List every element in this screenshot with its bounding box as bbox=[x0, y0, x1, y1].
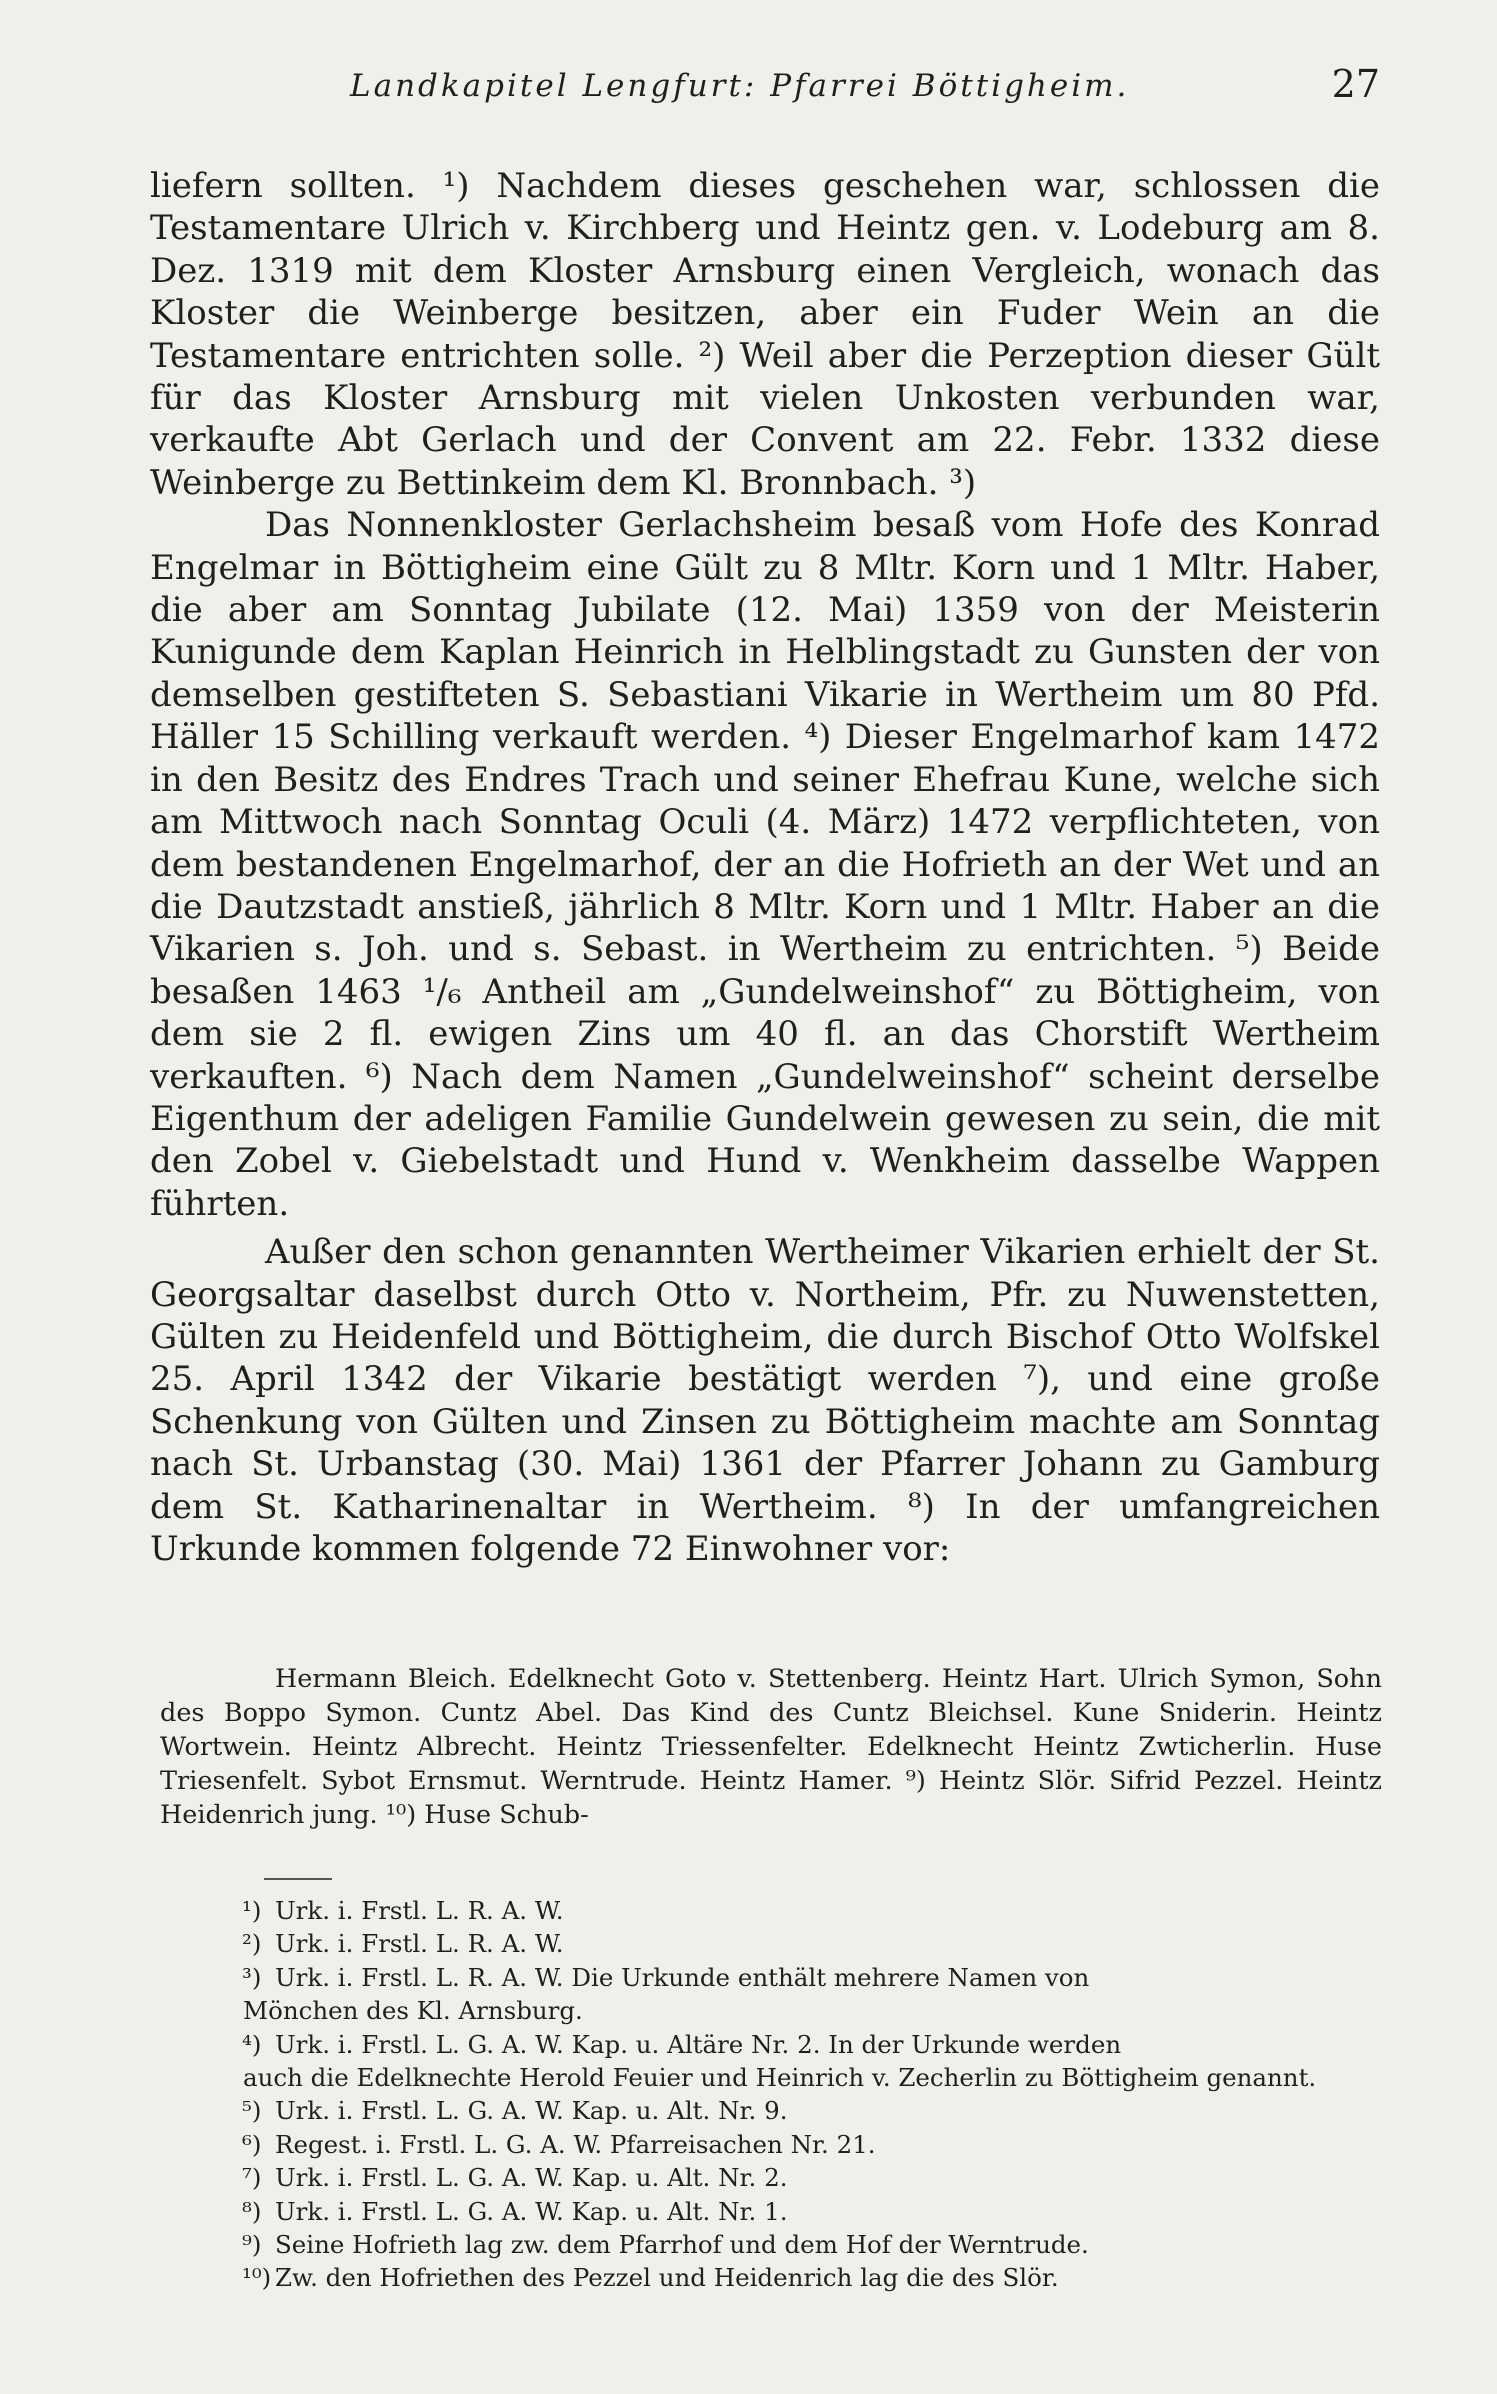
footnote-mark: ⁴) bbox=[242, 2029, 262, 2059]
footnote-mark: ¹) bbox=[242, 1896, 262, 1925]
footnote-text: auch die Edelknechte Herold Feuier und Heinrich v. Zecherlin zu Böttigheim genannt. bbox=[243, 2063, 1317, 2093]
footnote-mark: ¹⁰) bbox=[242, 2263, 272, 2293]
footnote-mark: ³) bbox=[242, 1962, 262, 1992]
footnote-text: Zw. den Hofriethen des Pezzel und Heidenrich lag die des Slör. bbox=[275, 2263, 1059, 2293]
paragraph-1: liefern sollten. ¹) Nachdem dieses geschehen war, schlossen die Testamentare Ulrich v. Kirchberg und Heintz gen. v. Lodeburg am 8. Dez. 1319 mit dem Kloster Arnsburg einen Vergleich, wonach das Kloster die Weinberge besitzen, aber ein Fuder Wein an die Testamentare entrichten solle. ²) Weil aber die Perzeption dieser Gült für das Kloster Arnsburg mit vielen Unkosten verbunden war, verkaufte Abt Gerlach und der Convent am 22. Febr. 1332 diese Weinberge zu Bettinkeim dem Kl. Bronnbach. ³) bbox=[150, 166, 1380, 503]
footnote-text: Urk. i. Frstl. L. G. A. W. Kap. u. Alt. Nr. 2. bbox=[275, 2163, 788, 2193]
footnote-text: Seine Hofrieth lag zw. dem Pfarrhof und dem Hof der Werntrude. bbox=[275, 2230, 1089, 2260]
page-number: 27 bbox=[1331, 62, 1380, 106]
footnote-1 bbox=[160, 1894, 1392, 1927]
footnote-divider bbox=[264, 1878, 332, 1880]
footnote-7 bbox=[160, 2161, 1392, 2194]
footnotes bbox=[160, 1894, 1392, 2295]
body-text bbox=[150, 165, 1380, 1570]
resident-list: Hermann Bleich. Edelknecht Goto v. Stettenberg. Heintz Hart. Ulrich Symon, Sohn des Boppo Symon. Cuntz Abel. Das Kind des Cuntz Bleichsel. Kune Sniderin. Heintz Wortwein. Heintz Albrecht. Heintz Triessenfelter. Edelknecht Heintz Zwticherlin. Huse Triesenfelt. Sybot Ernsmut. Werntrude. Heintz Hamer. ⁹) Heintz Slör. Sifrid Pezzel. Heintz Heidenrich jung. ¹⁰) Huse Schub- bbox=[160, 1664, 1382, 1830]
paragraph-3: Außer den schon genannten Wertheimer Vikarien erhielt der St. Georgsaltar daselbst durch Otto v. Northeim, Pfr. zu Nuwenstetten, Gülten zu Heidenfeld und Böttigheim, die durch Bischof Otto Wolfskel 25. April 1342 der Vikarie bestätigt werden ⁷), und eine große Schenkung von Gülten und Zinsen zu Böttigheim machte am Sonntag nach St. Urbanstag (30. Mai) 1361 der Pfarrer Johann zu Gamburg dem St. Katharinenaltar in Wertheim. ⁸) In der umfangreichen Urkunde kommen folgende 72 Einwohner vor: bbox=[150, 1232, 1380, 1569]
footnote-mark: ⁹) bbox=[242, 2230, 262, 2260]
footnote-4-continuation bbox=[160, 2061, 1392, 2094]
running-title: Landkapitel Lengfurt: Pfarrei Böttigheim. bbox=[350, 68, 1130, 104]
footnote-9 bbox=[160, 2228, 1392, 2261]
footnote-4 bbox=[160, 2028, 1392, 2061]
footnote-2 bbox=[160, 1927, 1392, 1960]
footnote-text: Urk. i. Frstl. L. G. A. W. Kap. u. Alt. Nr. 1. bbox=[275, 2196, 788, 2226]
footnote-mark: ⁵) bbox=[242, 2096, 262, 2126]
footnote-3 bbox=[160, 1961, 1392, 1994]
footnote-mark: ⁸) bbox=[242, 2196, 262, 2226]
footnote-text: Urk. i. Frstl. L. G. A. W. Kap. u. Alt. Nr. 9. bbox=[275, 2096, 788, 2126]
footnote-text: Regest. i. Frstl. L. G. A. W. Pfarreisachen Nr. 21. bbox=[275, 2129, 876, 2159]
footnote-8 bbox=[160, 2195, 1392, 2228]
footnote-10 bbox=[160, 2261, 1392, 2294]
footnote-text: Mönchen des Kl. Arnsburg. bbox=[243, 1996, 583, 2026]
footnote-3-continuation bbox=[160, 1994, 1392, 2027]
footnote-text: Urk. i. Frstl. L. G. A. W. Kap. u. Altäre Nr. 2. In der Urkunde werden bbox=[275, 2029, 1122, 2059]
paragraph-2: Das Nonnenkloster Gerlachsheim besaß vom Hofe des Konrad Engelmar in Böttigheim eine Gült zu 8 Mltr. Korn und 1 Mltr. Haber, die aber am Sonntag Jubilate (12. Mai) 1359 von der Meisterin Kunigunde dem Kaplan Heinrich in Helblingstadt zu Gunsten der von demselben gestifteten S. Sebastiani Vikarie in Wertheim um 80 Pfd. Häller 15 Schilling verkauft werden. ⁴) Dieser Engelmarhof kam 1472 in den Besitz des Endres Trach und seiner Ehefrau Kune, welche sich am Mittwoch nach Sonntag Oculi (4. März) 1472 verpflichteten, von dem bestandenen Engelmarhof, der an die Hofrieth an der Wet und an die Dautzstadt anstieß, jährlich 8 Mltr. Korn und 1 Mltr. Haber an die Vikarien s. Joh. und s. Sebast. in Wertheim zu entrichten. ⁵) Beide besaßen 1463 ¹/₆ Antheil am „Gundelweinshof“ zu Böttigheim, von dem sie 2 fl. ewigen Zins um 40 fl. an das Chorstift Wertheim verkauften. ⁶) Nach dem Namen „Gundelweinshof“ scheint derselbe Eigenthum der adeligen Familie Gundelwein gewesen zu sein, die mit den Zobel v. Giebelstadt und Hund v. Wenkheim dasselbe Wappen führten. bbox=[150, 505, 1380, 1224]
running-head bbox=[150, 62, 1380, 118]
footnote-6 bbox=[160, 2128, 1392, 2161]
footnote-text: Urk. i. Frstl. L. R. A. W. Die Urkunde enthält mehrere Namen von bbox=[275, 1962, 1090, 1992]
footnote-text: Urk. i. Frstl. L. R. A. W. bbox=[275, 1929, 564, 1959]
footnote-mark: ⁶) bbox=[242, 2129, 262, 2159]
footnote-5 bbox=[160, 2094, 1392, 2127]
footnote-text: Urk. i. Frstl. L. R. A. W. bbox=[275, 1896, 564, 1925]
footnote-mark: ⁷) bbox=[242, 2163, 262, 2193]
footnote-mark: ²) bbox=[242, 1929, 262, 1959]
